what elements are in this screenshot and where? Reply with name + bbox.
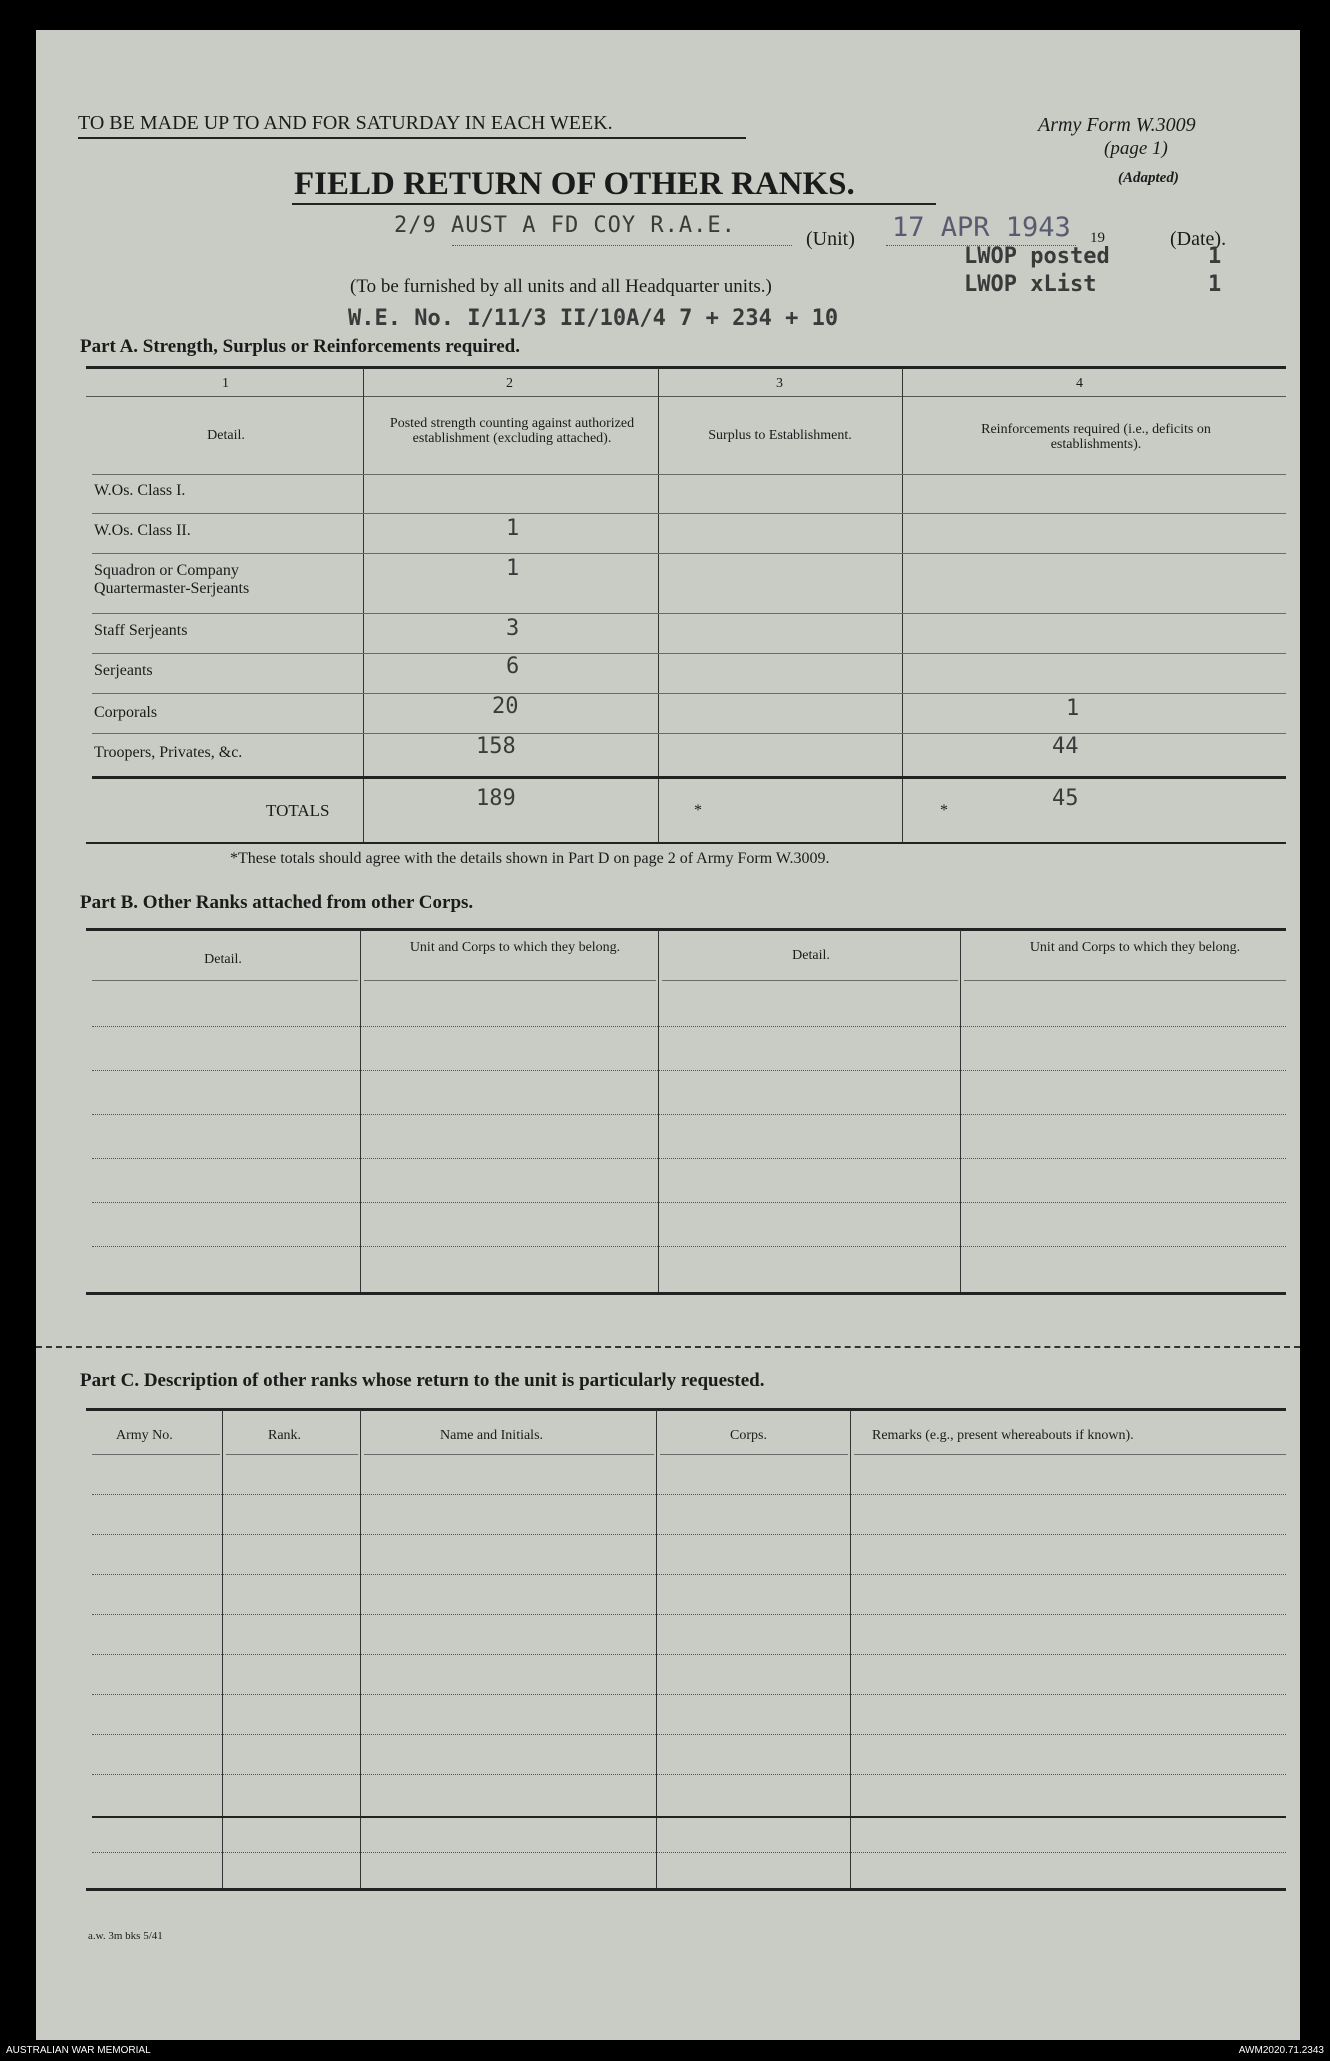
part-c-rule bbox=[854, 1454, 1286, 1455]
part-c-col-name: Name and Initials. bbox=[440, 1428, 544, 1443]
part-c-top-rule bbox=[86, 1408, 1286, 1411]
unit-label: (Unit) bbox=[806, 228, 855, 250]
row-rule bbox=[92, 513, 1286, 514]
row-detail-privates: Troopers, Privates, &c. bbox=[94, 744, 243, 761]
col-header-reinforcements: Reinforcements required (i.e., deficits on establishments). bbox=[981, 422, 1211, 452]
footer-left: AUSTRALIAN WAR MEMORIAL bbox=[6, 2045, 151, 2056]
totals-posted: 189 bbox=[476, 786, 516, 811]
part-b-col-divider-1 bbox=[360, 930, 361, 1292]
part-b-col-detail-1: Detail. bbox=[204, 952, 242, 967]
part-b-rule bbox=[364, 980, 656, 981]
instruction-underline bbox=[78, 137, 746, 139]
part-c-line bbox=[92, 1852, 1286, 1853]
part-c-rule bbox=[660, 1454, 848, 1455]
row-detail-serjeants: Serjeants bbox=[94, 662, 153, 679]
row-posted-staff-serjeants: 3 bbox=[506, 616, 520, 641]
page-title: FIELD RETURN OF OTHER RANKS. bbox=[294, 166, 855, 202]
archive-footer bbox=[0, 2041, 1330, 2061]
part-b-col-divider-2 bbox=[658, 930, 659, 1292]
part-a-heading: Part A. Strength, Surplus or Reinforcements required. bbox=[80, 336, 520, 357]
part-c-heading: Part C. Description of other ranks whose return to the unit is particularly requested. bbox=[80, 1370, 765, 1391]
part-c-col-army-no: Army No. bbox=[116, 1428, 173, 1443]
row-posted-cqms: 1 bbox=[506, 556, 520, 581]
lwop-xlist-value: 1 bbox=[1208, 272, 1222, 297]
part-b-line bbox=[92, 1158, 1286, 1159]
part-c-line bbox=[92, 1494, 1286, 1495]
we-number: W.E. No. I/11/3 II/10A/4 7 + 234 + 10 bbox=[348, 306, 839, 331]
title-underline bbox=[292, 203, 936, 205]
part-a-bottom-rule bbox=[86, 842, 1286, 844]
part-c-rule bbox=[92, 1454, 220, 1455]
part-c-col-corps: Corps. bbox=[730, 1428, 767, 1443]
col-header-detail: Detail. bbox=[207, 428, 245, 443]
totals-surplus: * bbox=[694, 802, 702, 819]
part-c-line bbox=[92, 1734, 1286, 1735]
part-b-col-divider-3 bbox=[960, 930, 961, 1292]
part-b-line bbox=[92, 1246, 1286, 1247]
col-header-surplus: Surplus to Establishment. bbox=[708, 428, 852, 443]
form-number: Army Form W.3009 bbox=[1038, 114, 1196, 136]
footer-right: AWM2020.71.2343 bbox=[1238, 2045, 1324, 2056]
part-a-col-divider-1 bbox=[363, 368, 364, 842]
unit-value: 2/9 AUST A FD COY R.A.E. bbox=[394, 213, 736, 238]
perforation-line bbox=[36, 1346, 1300, 1348]
part-b-line bbox=[92, 1026, 1286, 1027]
part-b-col-detail-2: Detail. bbox=[792, 948, 830, 963]
totals-reinf-star: * bbox=[940, 802, 948, 819]
part-b-line bbox=[92, 1070, 1286, 1071]
part-c-line bbox=[92, 1534, 1286, 1535]
adapted-note: (Adapted) bbox=[1118, 170, 1179, 186]
part-a-col-divider-2 bbox=[658, 368, 659, 842]
col-number-1: 1 bbox=[222, 376, 229, 391]
part-c-line bbox=[92, 1614, 1286, 1615]
part-b-rule bbox=[92, 980, 358, 981]
lwop-posted-label: LWOP posted bbox=[964, 244, 1110, 269]
totals-top-rule bbox=[92, 776, 1286, 779]
row-detail-wo2: W.Os. Class II. bbox=[94, 522, 191, 539]
row-rule bbox=[92, 553, 1286, 554]
row-detail-corporals: Corporals bbox=[94, 704, 158, 721]
row-rule bbox=[92, 613, 1286, 614]
col-number-3: 3 bbox=[776, 376, 783, 391]
part-b-line bbox=[92, 1114, 1286, 1115]
row-rule bbox=[92, 653, 1286, 654]
year-prefix: 19 bbox=[1090, 230, 1105, 246]
row-posted-wo2: 1 bbox=[506, 516, 520, 541]
part-b-rule bbox=[964, 980, 1286, 981]
part-b-bottom-rule bbox=[86, 1292, 1286, 1295]
date-label: (Date). bbox=[1170, 228, 1227, 250]
part-b-heading: Part B. Other Ranks attached from other Corps. bbox=[80, 892, 474, 913]
lwop-posted-value: 1 bbox=[1208, 244, 1222, 269]
part-a-footnote: *These totals should agree with the details shown in Part D on page 2 of Army Form W.3009. bbox=[230, 850, 830, 867]
part-b-col-unit-1: Unit and Corps to which they belong. bbox=[409, 940, 621, 955]
part-a-col-divider-3 bbox=[902, 368, 903, 842]
page-number: (page 1) bbox=[1104, 138, 1168, 159]
print-code: a.w. 3m bks 5/41 bbox=[88, 1930, 163, 1942]
part-c-line bbox=[92, 1774, 1286, 1775]
part-c-inner-rule bbox=[92, 1816, 1286, 1818]
row-reinf-privates: 44 bbox=[1052, 734, 1079, 759]
form-sheet bbox=[36, 30, 1300, 2040]
part-c-bottom-rule bbox=[86, 1888, 1286, 1891]
unit-line bbox=[452, 245, 792, 246]
row-reinf-corporals: 1 bbox=[1066, 696, 1080, 721]
row-posted-corporals: 20 bbox=[492, 694, 519, 719]
col-header-posted: Posted strength counting against authorized establishment (excluding attached). bbox=[389, 416, 635, 446]
col-number-4: 4 bbox=[1076, 376, 1083, 391]
part-c-line bbox=[92, 1654, 1286, 1655]
row-detail-cqms: Squadron or Company Quartermaster-Serjeants bbox=[94, 562, 250, 597]
totals-label: TOTALS bbox=[266, 801, 330, 820]
instruction-text: TO BE MADE UP TO AND FOR SATURDAY IN EACH WEEK. bbox=[78, 112, 613, 134]
row-rule bbox=[92, 693, 1286, 694]
totals-reinf: 45 bbox=[1052, 786, 1079, 811]
lwop-xlist-label: LWOP xList bbox=[964, 272, 1097, 297]
furnished-note: (To be furnished by all units and all Headquarter units.) bbox=[350, 276, 772, 297]
part-b-col-unit-2: Unit and Corps to which they belong. bbox=[1029, 940, 1241, 955]
part-a-number-rule bbox=[86, 396, 1286, 397]
row-rule bbox=[92, 733, 1286, 734]
part-c-col-rank: Rank. bbox=[268, 1428, 302, 1443]
part-b-line bbox=[92, 1202, 1286, 1203]
col-number-2: 2 bbox=[506, 376, 513, 391]
part-c-line bbox=[92, 1694, 1286, 1695]
part-b-rule bbox=[662, 980, 958, 981]
part-c-rule bbox=[226, 1454, 358, 1455]
row-posted-privates: 158 bbox=[476, 734, 516, 759]
part-a-top-rule bbox=[86, 366, 1286, 369]
header-bottom-rule bbox=[92, 474, 1286, 475]
date-stamp: 17 APR 1943 bbox=[892, 212, 1071, 243]
part-c-line bbox=[92, 1574, 1286, 1575]
part-c-rule bbox=[364, 1454, 654, 1455]
part-c-col-remarks: Remarks (e.g., present whereabouts if known). bbox=[872, 1428, 1134, 1443]
part-b-top-rule bbox=[86, 928, 1286, 931]
row-detail-wo1: W.Os. Class I. bbox=[94, 482, 186, 499]
row-posted-serjeants: 6 bbox=[506, 654, 520, 679]
row-detail-staff-serjeants: Staff Serjeants bbox=[94, 622, 188, 639]
